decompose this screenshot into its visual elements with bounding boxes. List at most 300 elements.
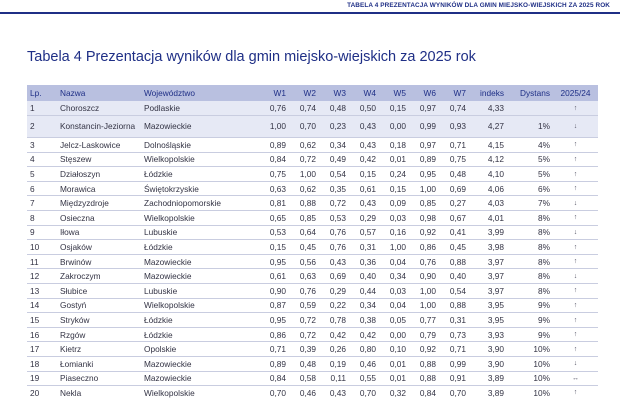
cell-w3: 0,48 <box>319 101 349 116</box>
table-row <box>27 327 598 342</box>
cell-w3: 0,76 <box>319 225 349 240</box>
cell-indeks: 4,15 <box>469 138 507 153</box>
cell-wojewodztwo: Opolskie <box>141 342 259 357</box>
cell-nazwa: Osjaków <box>57 240 141 255</box>
cell-w5: 0,15 <box>379 101 409 116</box>
cell-lp: 11 <box>27 254 57 269</box>
cell-indeks: 3,97 <box>469 269 507 284</box>
cell-w3: 0,11 <box>319 371 349 386</box>
cell-w7: 0,31 <box>439 313 469 328</box>
cell-w6: 0,76 <box>409 254 439 269</box>
table-row <box>27 211 598 226</box>
cell-w5: 0,01 <box>379 357 409 372</box>
cell-lp: 4 <box>27 152 57 167</box>
cell-w6: 0,84 <box>409 386 439 400</box>
table-row <box>27 371 598 386</box>
cell-w5: 0,32 <box>379 386 409 400</box>
table-row <box>27 240 598 255</box>
cell-lp: 6 <box>27 181 57 196</box>
cell-w7: 0,41 <box>439 225 469 240</box>
cell-w3: 0,53 <box>319 211 349 226</box>
cell-w1: 0,65 <box>259 211 289 226</box>
header-w4: W4 <box>349 85 379 101</box>
cell-indeks: 3,95 <box>469 313 507 328</box>
cell-dystans: 8% <box>507 211 553 226</box>
cell-w4: 0,31 <box>349 240 379 255</box>
cell-nazwa: Działoszyn <box>57 167 141 182</box>
cell-indeks: 4,12 <box>469 152 507 167</box>
cell-lp: 2 <box>27 116 57 138</box>
cell-w3: 0,69 <box>319 269 349 284</box>
cell-w6: 0,92 <box>409 342 439 357</box>
running-title: TABELA 4 PREZENTACJA WYNIKÓW DLA GMIN MIEJSKO-WIEJSKICH ZA 2025 ROK <box>347 2 610 9</box>
cell-w4: 0,50 <box>349 101 379 116</box>
cell-zmiana: ↓ <box>553 357 598 372</box>
cell-indeks: 3,89 <box>469 371 507 386</box>
cell-lp: 20 <box>27 386 57 400</box>
cell-w6: 0,99 <box>409 116 439 138</box>
cell-zmiana: ↑ <box>553 138 598 153</box>
cell-w5: 0,34 <box>379 269 409 284</box>
cell-wojewodztwo: Wielkopolskie <box>141 386 259 400</box>
cell-w2: 0,72 <box>289 313 319 328</box>
cell-w2: 0,63 <box>289 269 319 284</box>
cell-w5: 0,03 <box>379 284 409 299</box>
cell-w7: 0,73 <box>439 327 469 342</box>
cell-dystans: 7% <box>507 196 553 211</box>
cell-w2: 0,62 <box>289 181 319 196</box>
cell-w7: 0,99 <box>439 357 469 372</box>
table-row <box>27 181 598 196</box>
cell-w2: 0,45 <box>289 240 319 255</box>
cell-w1: 1,00 <box>259 116 289 138</box>
cell-w2: 0,62 <box>289 138 319 153</box>
cell-w2: 0,74 <box>289 101 319 116</box>
cell-wojewodztwo: Wielkopolskie <box>141 152 259 167</box>
cell-w6: 0,98 <box>409 211 439 226</box>
cell-indeks: 4,27 <box>469 116 507 138</box>
cell-nazwa: Zakroczym <box>57 269 141 284</box>
cell-lp: 1 <box>27 101 57 116</box>
cell-w6: 0,85 <box>409 196 439 211</box>
cell-w4: 0,43 <box>349 138 379 153</box>
cell-zmiana: ↓ <box>553 269 598 284</box>
cell-w7: 0,93 <box>439 116 469 138</box>
cell-w6: 0,79 <box>409 327 439 342</box>
cell-w2: 0,70 <box>289 116 319 138</box>
cell-w7: 0,40 <box>439 269 469 284</box>
cell-w3: 0,23 <box>319 116 349 138</box>
cell-w2: 0,48 <box>289 357 319 372</box>
cell-wojewodztwo: Lubuskie <box>141 284 259 299</box>
table-body <box>27 101 598 400</box>
cell-w6: 0,92 <box>409 225 439 240</box>
cell-w6: 0,88 <box>409 371 439 386</box>
cell-zmiana: ↑ <box>553 342 598 357</box>
cell-w3: 0,43 <box>319 254 349 269</box>
cell-w7: 0,67 <box>439 211 469 226</box>
cell-w2: 0,64 <box>289 225 319 240</box>
cell-nazwa: Gostyń <box>57 298 141 313</box>
table-row <box>27 254 598 269</box>
cell-w2: 0,88 <box>289 196 319 211</box>
cell-w2: 0,39 <box>289 342 319 357</box>
cell-dystans: 8% <box>507 269 553 284</box>
table-row <box>27 386 598 400</box>
cell-w1: 0,71 <box>259 342 289 357</box>
cell-wojewodztwo: Mazowieckie <box>141 269 259 284</box>
cell-nazwa: Morawica <box>57 181 141 196</box>
cell-w3: 0,19 <box>319 357 349 372</box>
cell-nazwa: Konstancin-Jeziorna <box>57 116 141 138</box>
table-row <box>27 225 598 240</box>
cell-indeks: 3,93 <box>469 327 507 342</box>
cell-wojewodztwo: Mazowieckie <box>141 371 259 386</box>
cell-w6: 0,89 <box>409 152 439 167</box>
cell-w4: 0,70 <box>349 386 379 400</box>
header-w7: W7 <box>439 85 469 101</box>
cell-zmiana: ↑ <box>553 313 598 328</box>
cell-dystans: 10% <box>507 342 553 357</box>
cell-zmiana: ↑ <box>553 327 598 342</box>
cell-dystans: 4% <box>507 138 553 153</box>
cell-w5: 0,24 <box>379 167 409 182</box>
cell-nazwa: Osieczna <box>57 211 141 226</box>
cell-w4: 0,80 <box>349 342 379 357</box>
cell-wojewodztwo: Mazowieckie <box>141 116 259 138</box>
cell-indeks: 4,01 <box>469 211 507 226</box>
cell-dystans: 8% <box>507 284 553 299</box>
cell-zmiana: ↓ <box>553 116 598 138</box>
cell-nazwa: Słubice <box>57 284 141 299</box>
table-row <box>27 196 598 211</box>
cell-w2: 0,76 <box>289 284 319 299</box>
cell-w7: 0,45 <box>439 240 469 255</box>
cell-dystans <box>507 101 553 116</box>
cell-w1: 0,61 <box>259 269 289 284</box>
cell-w4: 0,29 <box>349 211 379 226</box>
cell-indeks: 3,89 <box>469 386 507 400</box>
cell-lp: 10 <box>27 240 57 255</box>
cell-w7: 0,88 <box>439 254 469 269</box>
cell-w4: 0,38 <box>349 313 379 328</box>
cell-dystans: 8% <box>507 225 553 240</box>
cell-lp: 14 <box>27 298 57 313</box>
cell-w5: 0,04 <box>379 254 409 269</box>
cell-w3: 0,26 <box>319 342 349 357</box>
cell-w5: 0,03 <box>379 211 409 226</box>
cell-nazwa: Jelcz-Laskowice <box>57 138 141 153</box>
cell-indeks: 3,90 <box>469 357 507 372</box>
cell-wojewodztwo: Dolnośląskie <box>141 138 259 153</box>
table-row <box>27 269 598 284</box>
cell-w1: 0,90 <box>259 284 289 299</box>
cell-w7: 0,27 <box>439 196 469 211</box>
cell-nazwa: Rzgów <box>57 327 141 342</box>
cell-w6: 1,00 <box>409 284 439 299</box>
cell-wojewodztwo: Łódzkie <box>141 240 259 255</box>
cell-nazwa: Brwinów <box>57 254 141 269</box>
cell-indeks: 3,98 <box>469 240 507 255</box>
cell-w3: 0,76 <box>319 240 349 255</box>
cell-w1: 0,86 <box>259 327 289 342</box>
cell-w3: 0,78 <box>319 313 349 328</box>
cell-zmiana: ↑ <box>553 211 598 226</box>
cell-w1: 0,81 <box>259 196 289 211</box>
cell-zmiana: ↓ <box>553 196 598 211</box>
header-w2: W2 <box>289 85 319 101</box>
header-w3: W3 <box>319 85 349 101</box>
cell-lp: 16 <box>27 327 57 342</box>
cell-w4: 0,36 <box>349 254 379 269</box>
cell-w2: 0,56 <box>289 254 319 269</box>
cell-nazwa: Stęszew <box>57 152 141 167</box>
cell-w7: 0,71 <box>439 342 469 357</box>
cell-w7: 0,69 <box>439 181 469 196</box>
cell-dystans: 10% <box>507 357 553 372</box>
cell-wojewodztwo: Zachodniopomorskie <box>141 196 259 211</box>
cell-w7: 0,91 <box>439 371 469 386</box>
cell-lp: 17 <box>27 342 57 357</box>
cell-lp: 12 <box>27 269 57 284</box>
cell-w7: 0,71 <box>439 138 469 153</box>
cell-w3: 0,29 <box>319 284 349 299</box>
cell-dystans: 6% <box>507 181 553 196</box>
cell-nazwa: Międzyzdroje <box>57 196 141 211</box>
cell-dystans: 8% <box>507 254 553 269</box>
cell-dystans: 1% <box>507 116 553 138</box>
cell-nazwa: Łomianki <box>57 357 141 372</box>
cell-w5: 1,00 <box>379 240 409 255</box>
cell-w2: 0,72 <box>289 152 319 167</box>
cell-wojewodztwo: Wielkopolskie <box>141 298 259 313</box>
cell-w4: 0,42 <box>349 327 379 342</box>
table-title: Tabela 4 Prezentacja wyników dla gmin miejsko-wiejskich za 2025 rok <box>27 49 476 65</box>
cell-indeks: 4,03 <box>469 196 507 211</box>
cell-dystans: 5% <box>507 152 553 167</box>
cell-w3: 0,42 <box>319 327 349 342</box>
cell-w1: 0,75 <box>259 167 289 182</box>
cell-w7: 0,54 <box>439 284 469 299</box>
cell-w1: 0,53 <box>259 225 289 240</box>
cell-wojewodztwo: Podlaskie <box>141 101 259 116</box>
cell-dystans: 9% <box>507 313 553 328</box>
cell-lp: 7 <box>27 196 57 211</box>
cell-zmiana: ↑ <box>553 240 598 255</box>
header-nazwa: Nazwa <box>57 85 141 101</box>
cell-wojewodztwo: Lubuskie <box>141 225 259 240</box>
header-indeks: indeks <box>469 85 507 101</box>
cell-w5: 0,09 <box>379 196 409 211</box>
cell-indeks: 4,06 <box>469 181 507 196</box>
cell-w6: 0,88 <box>409 357 439 372</box>
header-zmiana: 2025/24 <box>553 85 598 101</box>
cell-zmiana: ↑ <box>553 101 598 116</box>
page-header <box>0 0 620 14</box>
cell-nazwa: Kietrz <box>57 342 141 357</box>
table-row <box>27 357 598 372</box>
cell-w5: 0,00 <box>379 327 409 342</box>
cell-zmiana: ↑ <box>553 254 598 269</box>
cell-w3: 0,35 <box>319 181 349 196</box>
cell-w7: 0,88 <box>439 298 469 313</box>
cell-zmiana: ↔ <box>553 371 598 386</box>
cell-w4: 0,34 <box>349 298 379 313</box>
cell-indeks: 3,97 <box>469 284 507 299</box>
cell-w1: 0,95 <box>259 254 289 269</box>
cell-zmiana: ↑ <box>553 386 598 400</box>
cell-w5: 0,16 <box>379 225 409 240</box>
cell-w4: 0,15 <box>349 167 379 182</box>
cell-indeks: 3,97 <box>469 254 507 269</box>
cell-w6: 1,00 <box>409 298 439 313</box>
cell-w1: 0,95 <box>259 313 289 328</box>
cell-w3: 0,72 <box>319 196 349 211</box>
cell-nazwa: Iłowa <box>57 225 141 240</box>
cell-wojewodztwo: Mazowieckie <box>141 357 259 372</box>
header-w1: W1 <box>259 85 289 101</box>
cell-w4: 0,57 <box>349 225 379 240</box>
cell-wojewodztwo: Łódzkie <box>141 167 259 182</box>
cell-w7: 0,74 <box>439 101 469 116</box>
cell-w3: 0,22 <box>319 298 349 313</box>
cell-zmiana: ↑ <box>553 167 598 182</box>
cell-w7: 0,48 <box>439 167 469 182</box>
cell-w3: 0,34 <box>319 138 349 153</box>
cell-w5: 0,15 <box>379 181 409 196</box>
cell-w6: 0,77 <box>409 313 439 328</box>
cell-w6: 0,97 <box>409 138 439 153</box>
cell-w5: 0,05 <box>379 313 409 328</box>
cell-w1: 0,70 <box>259 386 289 400</box>
cell-w5: 0,01 <box>379 152 409 167</box>
cell-w2: 1,00 <box>289 167 319 182</box>
cell-dystans: 9% <box>507 298 553 313</box>
cell-dystans: 5% <box>507 167 553 182</box>
cell-indeks: 3,99 <box>469 225 507 240</box>
cell-w1: 0,76 <box>259 101 289 116</box>
cell-zmiana: ↑ <box>553 152 598 167</box>
table-row <box>27 284 598 299</box>
cell-nazwa: Choroszcz <box>57 101 141 116</box>
cell-w7: 0,75 <box>439 152 469 167</box>
cell-w3: 0,54 <box>319 167 349 182</box>
cell-nazwa: Stryków <box>57 313 141 328</box>
cell-zmiana: ↑ <box>553 298 598 313</box>
cell-w1: 0,89 <box>259 138 289 153</box>
cell-w1: 0,15 <box>259 240 289 255</box>
header-dystans: Dystans <box>507 85 553 101</box>
table-header <box>27 85 598 101</box>
cell-w6: 1,00 <box>409 181 439 196</box>
cell-w1: 0,63 <box>259 181 289 196</box>
cell-w1: 0,84 <box>259 371 289 386</box>
cell-indeks: 3,90 <box>469 342 507 357</box>
cell-w5: 0,04 <box>379 298 409 313</box>
table-row <box>27 101 598 116</box>
header-row <box>27 85 598 101</box>
table-row <box>27 298 598 313</box>
cell-w6: 0,97 <box>409 101 439 116</box>
cell-dystans: 10% <box>507 386 553 400</box>
cell-lp: 5 <box>27 167 57 182</box>
cell-w5: 0,00 <box>379 116 409 138</box>
cell-zmiana: ↑ <box>553 284 598 299</box>
cell-w4: 0,44 <box>349 284 379 299</box>
cell-w2: 0,72 <box>289 327 319 342</box>
cell-w1: 0,87 <box>259 298 289 313</box>
cell-wojewodztwo: Mazowieckie <box>141 254 259 269</box>
cell-w6: 0,90 <box>409 269 439 284</box>
table-row <box>27 138 598 153</box>
cell-w3: 0,43 <box>319 386 349 400</box>
cell-wojewodztwo: Łódzkie <box>141 313 259 328</box>
cell-indeks: 4,33 <box>469 101 507 116</box>
cell-lp: 13 <box>27 284 57 299</box>
cell-dystans: 10% <box>507 371 553 386</box>
cell-lp: 9 <box>27 225 57 240</box>
cell-w6: 0,86 <box>409 240 439 255</box>
cell-w1: 0,84 <box>259 152 289 167</box>
cell-w1: 0,89 <box>259 357 289 372</box>
cell-w4: 0,42 <box>349 152 379 167</box>
cell-w4: 0,40 <box>349 269 379 284</box>
header-w5: W5 <box>379 85 409 101</box>
cell-wojewodztwo: Wielkopolskie <box>141 211 259 226</box>
cell-w5: 0,01 <box>379 371 409 386</box>
cell-nazwa: Piaseczno <box>57 371 141 386</box>
cell-w2: 0,46 <box>289 386 319 400</box>
cell-indeks: 3,95 <box>469 298 507 313</box>
cell-w5: 0,18 <box>379 138 409 153</box>
table-row <box>27 116 598 138</box>
table-row <box>27 152 598 167</box>
cell-zmiana: ↑ <box>553 181 598 196</box>
header-wojewodztwo: Województwo <box>141 85 259 101</box>
header-lp: Lp. <box>27 85 57 101</box>
cell-lp: 3 <box>27 138 57 153</box>
cell-lp: 18 <box>27 357 57 372</box>
cell-indeks: 4,10 <box>469 167 507 182</box>
cell-w4: 0,43 <box>349 196 379 211</box>
cell-nazwa: Nekla <box>57 386 141 400</box>
cell-lp: 19 <box>27 371 57 386</box>
cell-w2: 0,58 <box>289 371 319 386</box>
cell-dystans: 9% <box>507 327 553 342</box>
cell-w4: 0,61 <box>349 181 379 196</box>
cell-w7: 0,70 <box>439 386 469 400</box>
cell-w5: 0,10 <box>379 342 409 357</box>
header-w6: W6 <box>409 85 439 101</box>
table-row <box>27 313 598 328</box>
cell-dystans: 8% <box>507 240 553 255</box>
cell-w4: 0,55 <box>349 371 379 386</box>
table-row <box>27 342 598 357</box>
cell-w4: 0,43 <box>349 116 379 138</box>
cell-w3: 0,49 <box>319 152 349 167</box>
cell-w4: 0,46 <box>349 357 379 372</box>
cell-zmiana: ↓ <box>553 225 598 240</box>
cell-w2: 0,59 <box>289 298 319 313</box>
cell-w6: 0,95 <box>409 167 439 182</box>
cell-wojewodztwo: Świętokrzyskie <box>141 181 259 196</box>
cell-lp: 15 <box>27 313 57 328</box>
cell-w2: 0,85 <box>289 211 319 226</box>
results-table <box>27 85 598 400</box>
cell-lp: 8 <box>27 211 57 226</box>
table-row <box>27 167 598 182</box>
cell-wojewodztwo: Łódzkie <box>141 327 259 342</box>
